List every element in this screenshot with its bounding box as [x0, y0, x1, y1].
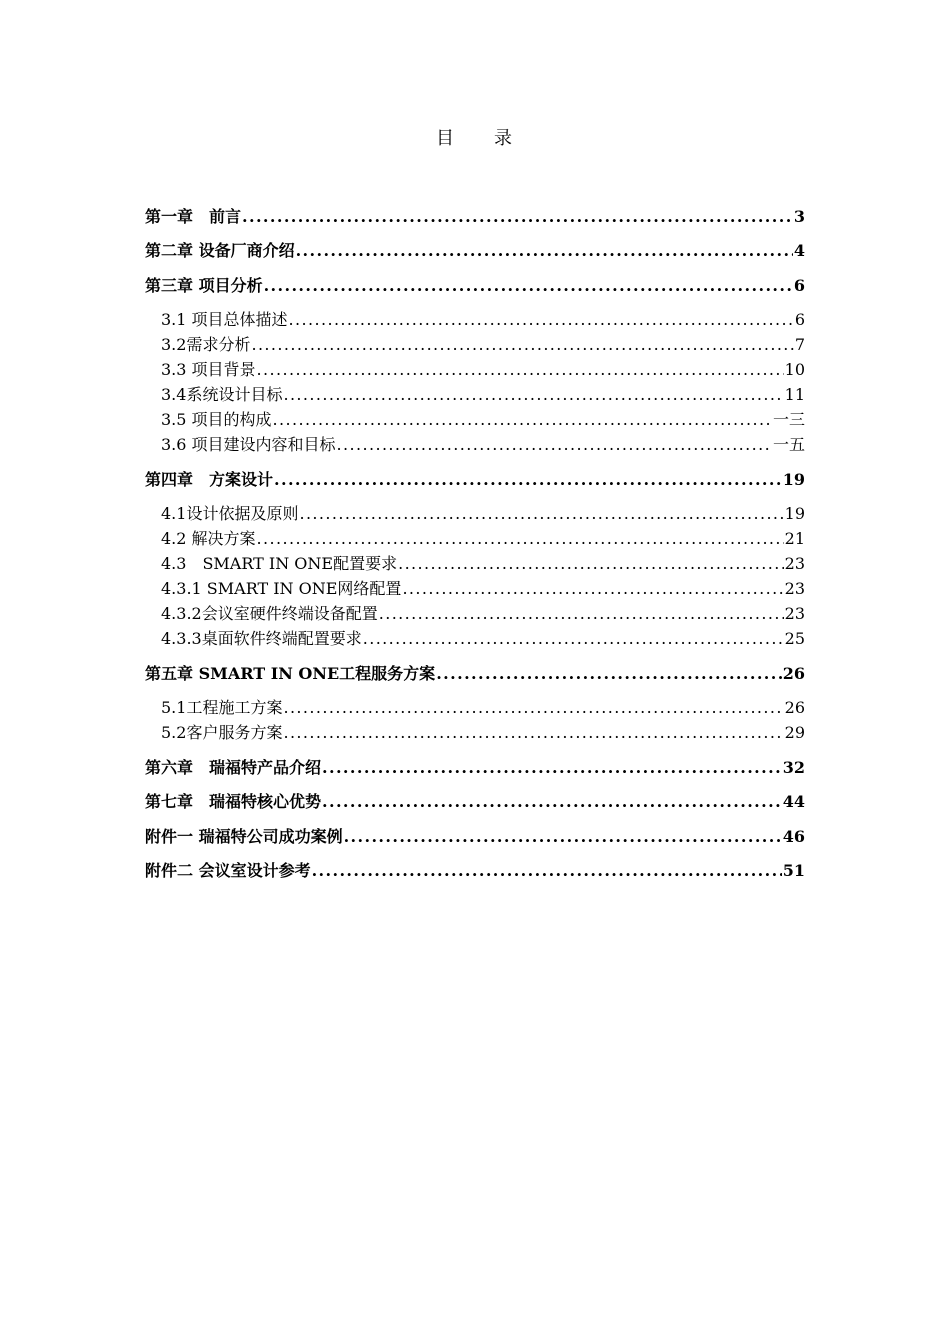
toc-leader-dots: [299, 501, 783, 526]
toc-section-entry[interactable]: [145, 526, 805, 551]
toc-entry-page-number: 25: [784, 629, 805, 648]
toc-entry-page-number: 11: [784, 385, 805, 404]
toc-entry-label: 第六章 瑞福特产品介绍: [145, 757, 322, 777]
toc-entry-page-number: 21: [784, 529, 805, 548]
toc-entry-page-number: 44: [782, 792, 805, 811]
toc-entry-page-number: 26: [782, 663, 805, 683]
toc-entry-label: 第四章 方案设计: [145, 469, 274, 489]
toc-section-entry[interactable]: [145, 695, 805, 720]
toc-leader-dots: [242, 204, 793, 229]
toc-entry-label: 4.3.3桌面软件终端配置要求: [161, 629, 362, 648]
toc-entry-label: 5.2客户服务方案: [161, 723, 283, 742]
toc-entry-page-number: 4: [793, 241, 805, 260]
toc-leader-dots: [257, 357, 784, 382]
toc-leader-dots: [436, 661, 782, 686]
toc-leader-dots: [379, 601, 784, 626]
toc-leader-dots: [363, 626, 784, 651]
toc-entry-label: 3.1 项目总体描述: [161, 310, 288, 329]
toc-entry-label: 第七章 瑞福特核心优势: [145, 792, 322, 811]
toc-title-part2: 录: [494, 128, 514, 149]
toc-entry-page-number: 6: [793, 275, 805, 295]
toc-entry-page-number: 7: [794, 335, 805, 354]
toc-section-entry[interactable]: [145, 551, 805, 576]
toc-leader-dots: [283, 720, 783, 745]
toc-leader-dots: [337, 432, 772, 457]
toc-section-entry[interactable]: [145, 626, 805, 651]
toc-leader-dots: [296, 238, 793, 263]
toc-title-part1: 目: [436, 128, 456, 149]
toc-section-entry[interactable]: [145, 576, 805, 601]
toc-leader-dots: [283, 382, 783, 407]
toc-entry-label: 4.1设计依据及原则: [161, 504, 299, 523]
toc-chapter-entry[interactable]: [145, 661, 805, 686]
toc-entry-label: 4.3.2会议室硬件终端设备配置: [161, 604, 378, 623]
toc-entry-label: 4.3 SMART IN ONE配置要求: [161, 554, 398, 573]
toc-section-entry[interactable]: [145, 601, 805, 626]
toc-section-entry[interactable]: [145, 332, 805, 357]
toc-leader-dots: [264, 273, 793, 298]
toc-entry-page-number: 29: [784, 723, 805, 742]
toc-leader-dots: [322, 755, 782, 780]
toc-entry-page-number: 46: [782, 826, 805, 846]
table-of-contents: [145, 194, 805, 893]
toc-entry-label: 第一章 前言: [145, 206, 242, 226]
toc-entry-page-number: 32: [782, 757, 805, 777]
toc-chapter-entry[interactable]: [145, 789, 805, 814]
toc-entry-page-number: 19: [784, 504, 805, 523]
toc-entry-label: 3.6 项目建设内容和目标: [161, 435, 336, 454]
toc-leader-dots: [251, 332, 793, 357]
toc-title: [0, 124, 950, 150]
toc-section-entry[interactable]: [145, 407, 805, 432]
toc-entry-label: 第二章 设备厂商介绍: [145, 241, 295, 260]
toc-entry-page-number: 3: [793, 206, 805, 226]
toc-entry-label: 5.1工程施工方案: [161, 698, 283, 717]
toc-chapter-entry[interactable]: [145, 755, 805, 780]
toc-entry-label: 3.5 项目的构成: [161, 410, 272, 429]
toc-section-entry[interactable]: [145, 307, 805, 332]
toc-leader-dots: [402, 576, 783, 601]
toc-chapter-entry[interactable]: [145, 858, 805, 883]
toc-entry-page-number: 23: [784, 604, 805, 623]
toc-entry-label: 4.2 解决方案: [161, 529, 256, 548]
toc-entry-label: 4.3.1 SMART IN ONE网络配置: [161, 579, 402, 598]
toc-section-entry[interactable]: [145, 357, 805, 382]
toc-leader-dots: [257, 526, 784, 551]
toc-entry-label: 3.3 项目背景: [161, 360, 256, 379]
toc-entry-page-number: 23: [784, 579, 805, 598]
toc-leader-dots: [398, 551, 784, 576]
toc-leader-dots: [344, 824, 782, 849]
toc-leader-dots: [283, 695, 783, 720]
toc-section-entry[interactable]: [145, 382, 805, 407]
toc-leader-dots: [322, 789, 782, 814]
toc-chapter-entry[interactable]: [145, 273, 805, 298]
toc-entry-label: 3.2需求分析: [161, 335, 251, 354]
toc-entry-label: 第五章 SMART IN ONE工程服务方案: [145, 663, 436, 683]
toc-leader-dots: [274, 467, 782, 492]
toc-chapter-entry[interactable]: [145, 238, 805, 263]
toc-chapter-entry[interactable]: [145, 204, 805, 229]
toc-leader-dots: [312, 858, 782, 883]
toc-section-entry[interactable]: [145, 720, 805, 745]
toc-entry-page-number: 一五: [772, 435, 805, 454]
toc-section-entry[interactable]: [145, 501, 805, 526]
toc-chapter-entry[interactable]: [145, 467, 805, 492]
toc-chapter-entry[interactable]: [145, 824, 805, 849]
toc-entry-label: 附件一 瑞福特公司成功案例: [145, 826, 343, 846]
toc-entry-page-number: 51: [782, 861, 805, 880]
toc-leader-dots: [273, 407, 772, 432]
toc-entry-label: 3.4系统设计目标: [161, 385, 283, 404]
toc-leader-dots: [289, 307, 794, 332]
toc-entry-label: 附件二 会议室设计参考: [145, 861, 311, 880]
toc-entry-page-number: 19: [782, 469, 805, 489]
toc-section-entry[interactable]: [145, 432, 805, 457]
toc-entry-page-number: 一三: [772, 410, 805, 429]
toc-entry-label: 第三章 项目分析: [145, 275, 263, 295]
toc-entry-page-number: 26: [784, 698, 805, 717]
toc-entry-page-number: 10: [784, 360, 805, 379]
toc-entry-page-number: 23: [784, 554, 805, 573]
toc-entry-page-number: 6: [794, 310, 805, 329]
